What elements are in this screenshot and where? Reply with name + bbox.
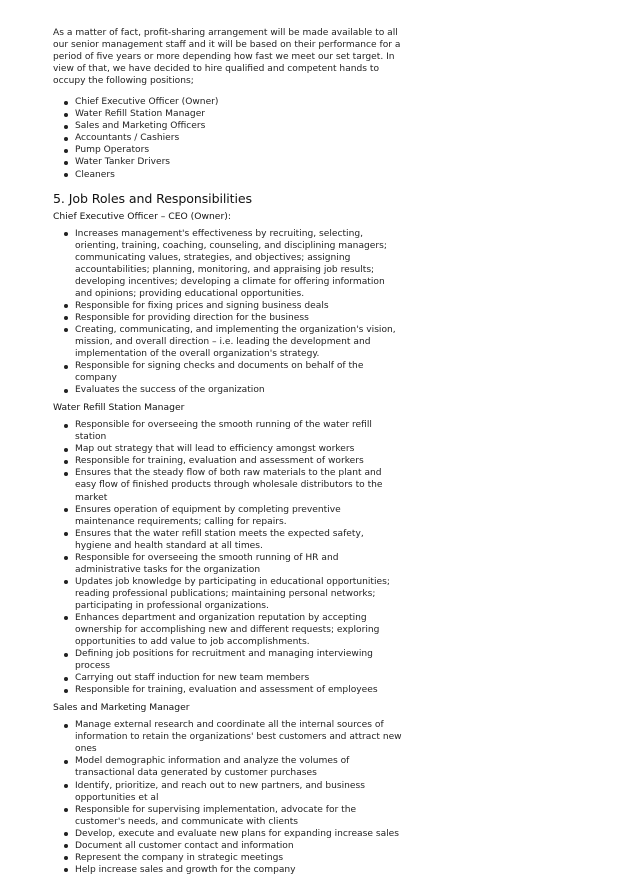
responsibilities-list	[53, 419, 403, 696]
list-item: Responsible for supervising implementation, advocate for the customer's needs, and communicate with clients	[53, 804, 403, 828]
list-item: Water Refill Station Manager	[53, 108, 403, 120]
list-item: Pump Operators	[53, 144, 403, 156]
list-item: Responsible for providing direction for the business	[53, 312, 403, 324]
role-heading: Chief Executive Officer – CEO (Owner):	[53, 210, 231, 222]
article-body	[53, 27, 403, 876]
positions-list	[53, 96, 403, 180]
list-item: Responsible for overseeing the smooth running of HR and administrative tasks for the organization	[53, 552, 403, 576]
role-station-manager	[53, 401, 403, 696]
list-item: Model demographic information and analyze the volumes of transactional data generated by customer purchases	[53, 755, 403, 779]
section-heading: 5. Job Roles and Responsibilities	[53, 190, 253, 206]
list-item: Defining job positions for recruitment and managing interviewing process	[53, 648, 403, 672]
list-item: Responsible for overseeing the smooth running of the water refill station	[53, 419, 403, 443]
list-item: Water Tanker Drivers	[53, 156, 403, 168]
list-item: Ensures that the steady flow of both raw materials to the plant and easy flow of finished products through wholesale distributors to the market	[53, 467, 403, 503]
list-item: Map out strategy that will lead to efficiency amongst workers	[53, 443, 403, 455]
list-item: Responsible for training, evaluation and assessment of workers	[53, 455, 403, 467]
list-item: Enhances department and organization reputation by accepting ownership for accomplishing new and different requests; exploring opportunities to add value to job accomplishments.	[53, 612, 403, 648]
list-item: Responsible for training, evaluation and assessment of employees	[53, 684, 403, 696]
list-item: Carrying out staff induction for new team members	[53, 672, 403, 684]
list-item: Sales and Marketing Officers	[53, 120, 403, 132]
list-item: Help increase sales and growth for the company	[53, 864, 403, 876]
list-item: Increases management's effectiveness by recruiting, selecting, orienting, training, coaching, counseling, and disciplining managers; communicating values, strategies, and objectives; assigning accountabilities; planning, monitoring, and appraising job results; developing incentives; developing a climate for offering information and opinions; providing educational opportunities.	[53, 228, 403, 300]
list-item: Manage external research and coordinate all the internal sources of information to retain the organizations' best customers and attract new ones	[53, 719, 403, 755]
list-item: Document all customer contact and information	[53, 840, 403, 852]
list-item: Identify, prioritize, and reach out to new partners, and business opportunities et al	[53, 780, 403, 804]
list-item: Ensures that the water refill station meets the expected safety, hygiene and health standard at all times.	[53, 528, 403, 552]
responsibilities-list	[53, 719, 403, 876]
list-item: Responsible for signing checks and documents on behalf of the company	[53, 360, 403, 384]
list-item: Represent the company in strategic meetings	[53, 852, 403, 864]
list-item: Responsible for fixing prices and signing business deals	[53, 300, 403, 312]
list-item: Develop, execute and evaluate new plans for expanding increase sales	[53, 828, 403, 840]
list-item: Evaluates the success of the organization	[53, 384, 403, 396]
role-sales-marketing-manager	[53, 701, 403, 876]
list-item: Creating, communicating, and implementing the organization's vision, mission, and overall direction – i.e. leading the development and implementation of the overall organization's strategy.	[53, 324, 403, 360]
role-heading: Sales and Marketing Manager	[53, 702, 190, 714]
list-item: Cleaners	[53, 169, 403, 181]
responsibilities-list	[53, 228, 403, 397]
list-item: Updates job knowledge by participating in educational opportunities; reading professional publications; maintaining personal networks; participating in professional organizations.	[53, 576, 403, 612]
list-item: Accountants / Cashiers	[53, 132, 403, 144]
role-heading: Water Refill Station Manager	[53, 402, 185, 414]
list-item: Chief Executive Officer (Owner)	[53, 96, 403, 108]
list-item: Ensures operation of equipment by completing preventive maintenance requirements; calling for repairs.	[53, 504, 403, 528]
intro-paragraph: As a matter of fact, profit-sharing arrangement will be made available to all our senior management staff and it will be based on their performance for a period of five years or more depending how fast we meet our set target. In view of that, we have decided to hire qualified and competent hands to occupy the following positions;	[53, 28, 401, 87]
role-ceo	[53, 210, 403, 397]
